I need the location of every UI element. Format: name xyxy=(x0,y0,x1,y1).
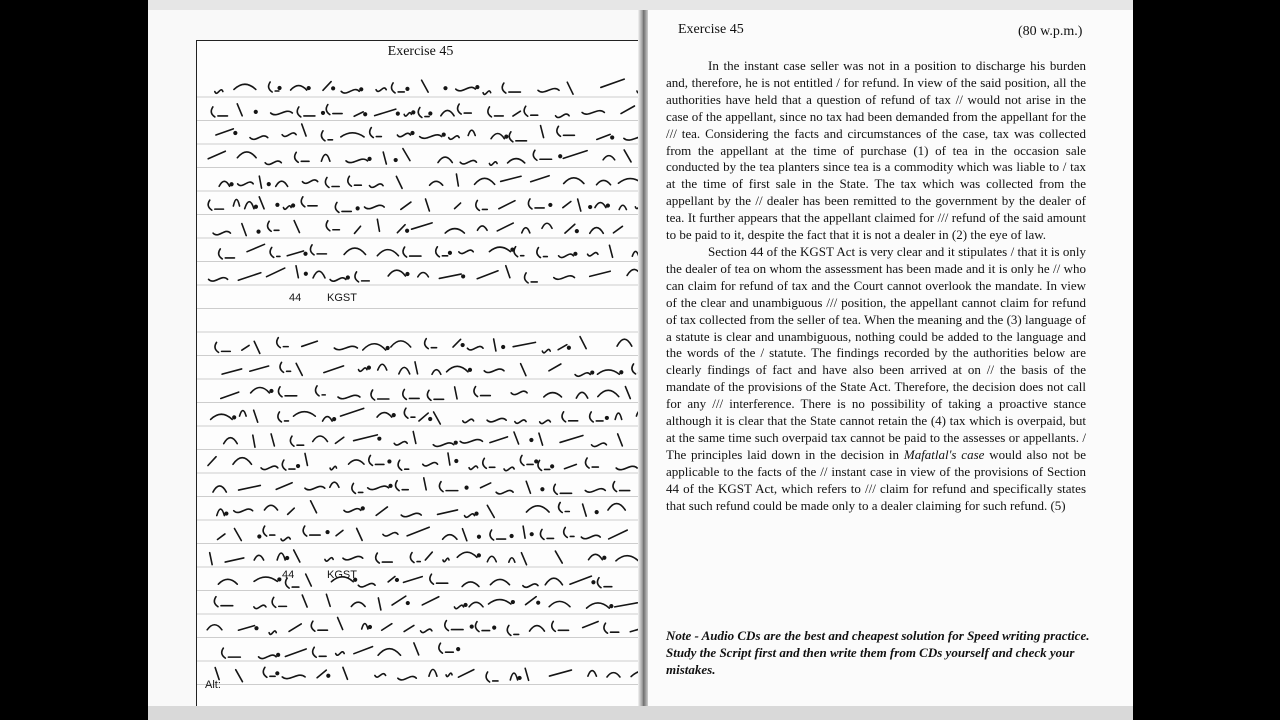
top-margin xyxy=(148,0,1133,10)
dictation-passage xyxy=(666,58,1086,514)
passage-paragraph-2 xyxy=(666,244,1086,515)
shorthand-label-44-b: 44 xyxy=(282,569,295,581)
shorthand-label-kgst-b: KGST xyxy=(327,569,357,581)
left-page xyxy=(148,10,645,706)
passage-paragraph-1: In the instant case seller was not in a position to discharge his burden and, therefore, he is not entitled / for refund. In view of the said position, all the authorities have held that a question of refund of tax // would not arise in the case of the appellant, since no tax had been demanded from the appellant for the /// tea. Considering the facts and circumstances of the case, tax was collected from the appellant at the time of purchase (1) of tea in the occasion sale conducted by the tea planters since tea is a commodity which was liable to / tax at the time of first sale in the State. The tax which was collected from the appellant by the // dealer has been remitted to the government by the dealer of tea. It further appears that the appellant claimed for /// refund of the said amount to be paid to it, despite the fact that it is not a dealer in (2) the eye of law. xyxy=(666,58,1086,243)
case-name: Mafatlal's case xyxy=(903,446,985,462)
speed-label: (80 w.p.m.) xyxy=(1018,24,1083,39)
shorthand-lines xyxy=(197,41,644,709)
sheet-title: Exercise 45 xyxy=(387,44,454,59)
bottom-margin xyxy=(148,706,1133,720)
practice-note: Note - Audio CDs are the best and cheapest solution for Speed writing practice. Study the Script first and then write them from CDs yourself and check your mistakes. xyxy=(666,628,1090,677)
ruled-shorthand-sheet xyxy=(196,40,645,710)
shorthand-label-alt: Alt: xyxy=(205,679,221,691)
exercise-heading: Exercise 45 xyxy=(678,22,744,37)
paragraph-2-text: Section 44 of the KGST Act is very clear and it stipulates / that it is only the dealer of tea on whom the assessment has been made and it is only he // who can claim for refund of tax and the Court cannot overlook the mandate. In view of the clear and unambiguous /// position, the appellant cannot claim for refund of tax collected from the seller of tea. When the meaning and the (3) language of a statute is clear and unambiguous, nothing could be added to the language and the words of the / statute. The findings recorded by the authorities below are clearly findings of fact and have also been arrived at on // the basis of the mandate of the provisions of the State Act. Therefore, the decision does not call for any /// interference. There is no possibility of taking a proactive stance although it is clear that the State cannot retain the (4) tax which is overpaid, but at the same time such overpaid tax cannot be paid to the assesses or appellants. / The principles laid down in the decision in xyxy=(666,243,1086,462)
shorthand-label-kgst-a: KGST xyxy=(327,292,357,304)
paragraph-2-text-end: would also not be applicable to the facts of the // instant case in view of the provisions of Section 44 of the KGST Act, which refers to /// claim for refund and specifically states that such refund could be made only to a dealer claiming for such refund. (5) xyxy=(666,446,1087,513)
book-gutter xyxy=(638,10,648,706)
shorthand-label-44-a: 44 xyxy=(289,292,302,304)
